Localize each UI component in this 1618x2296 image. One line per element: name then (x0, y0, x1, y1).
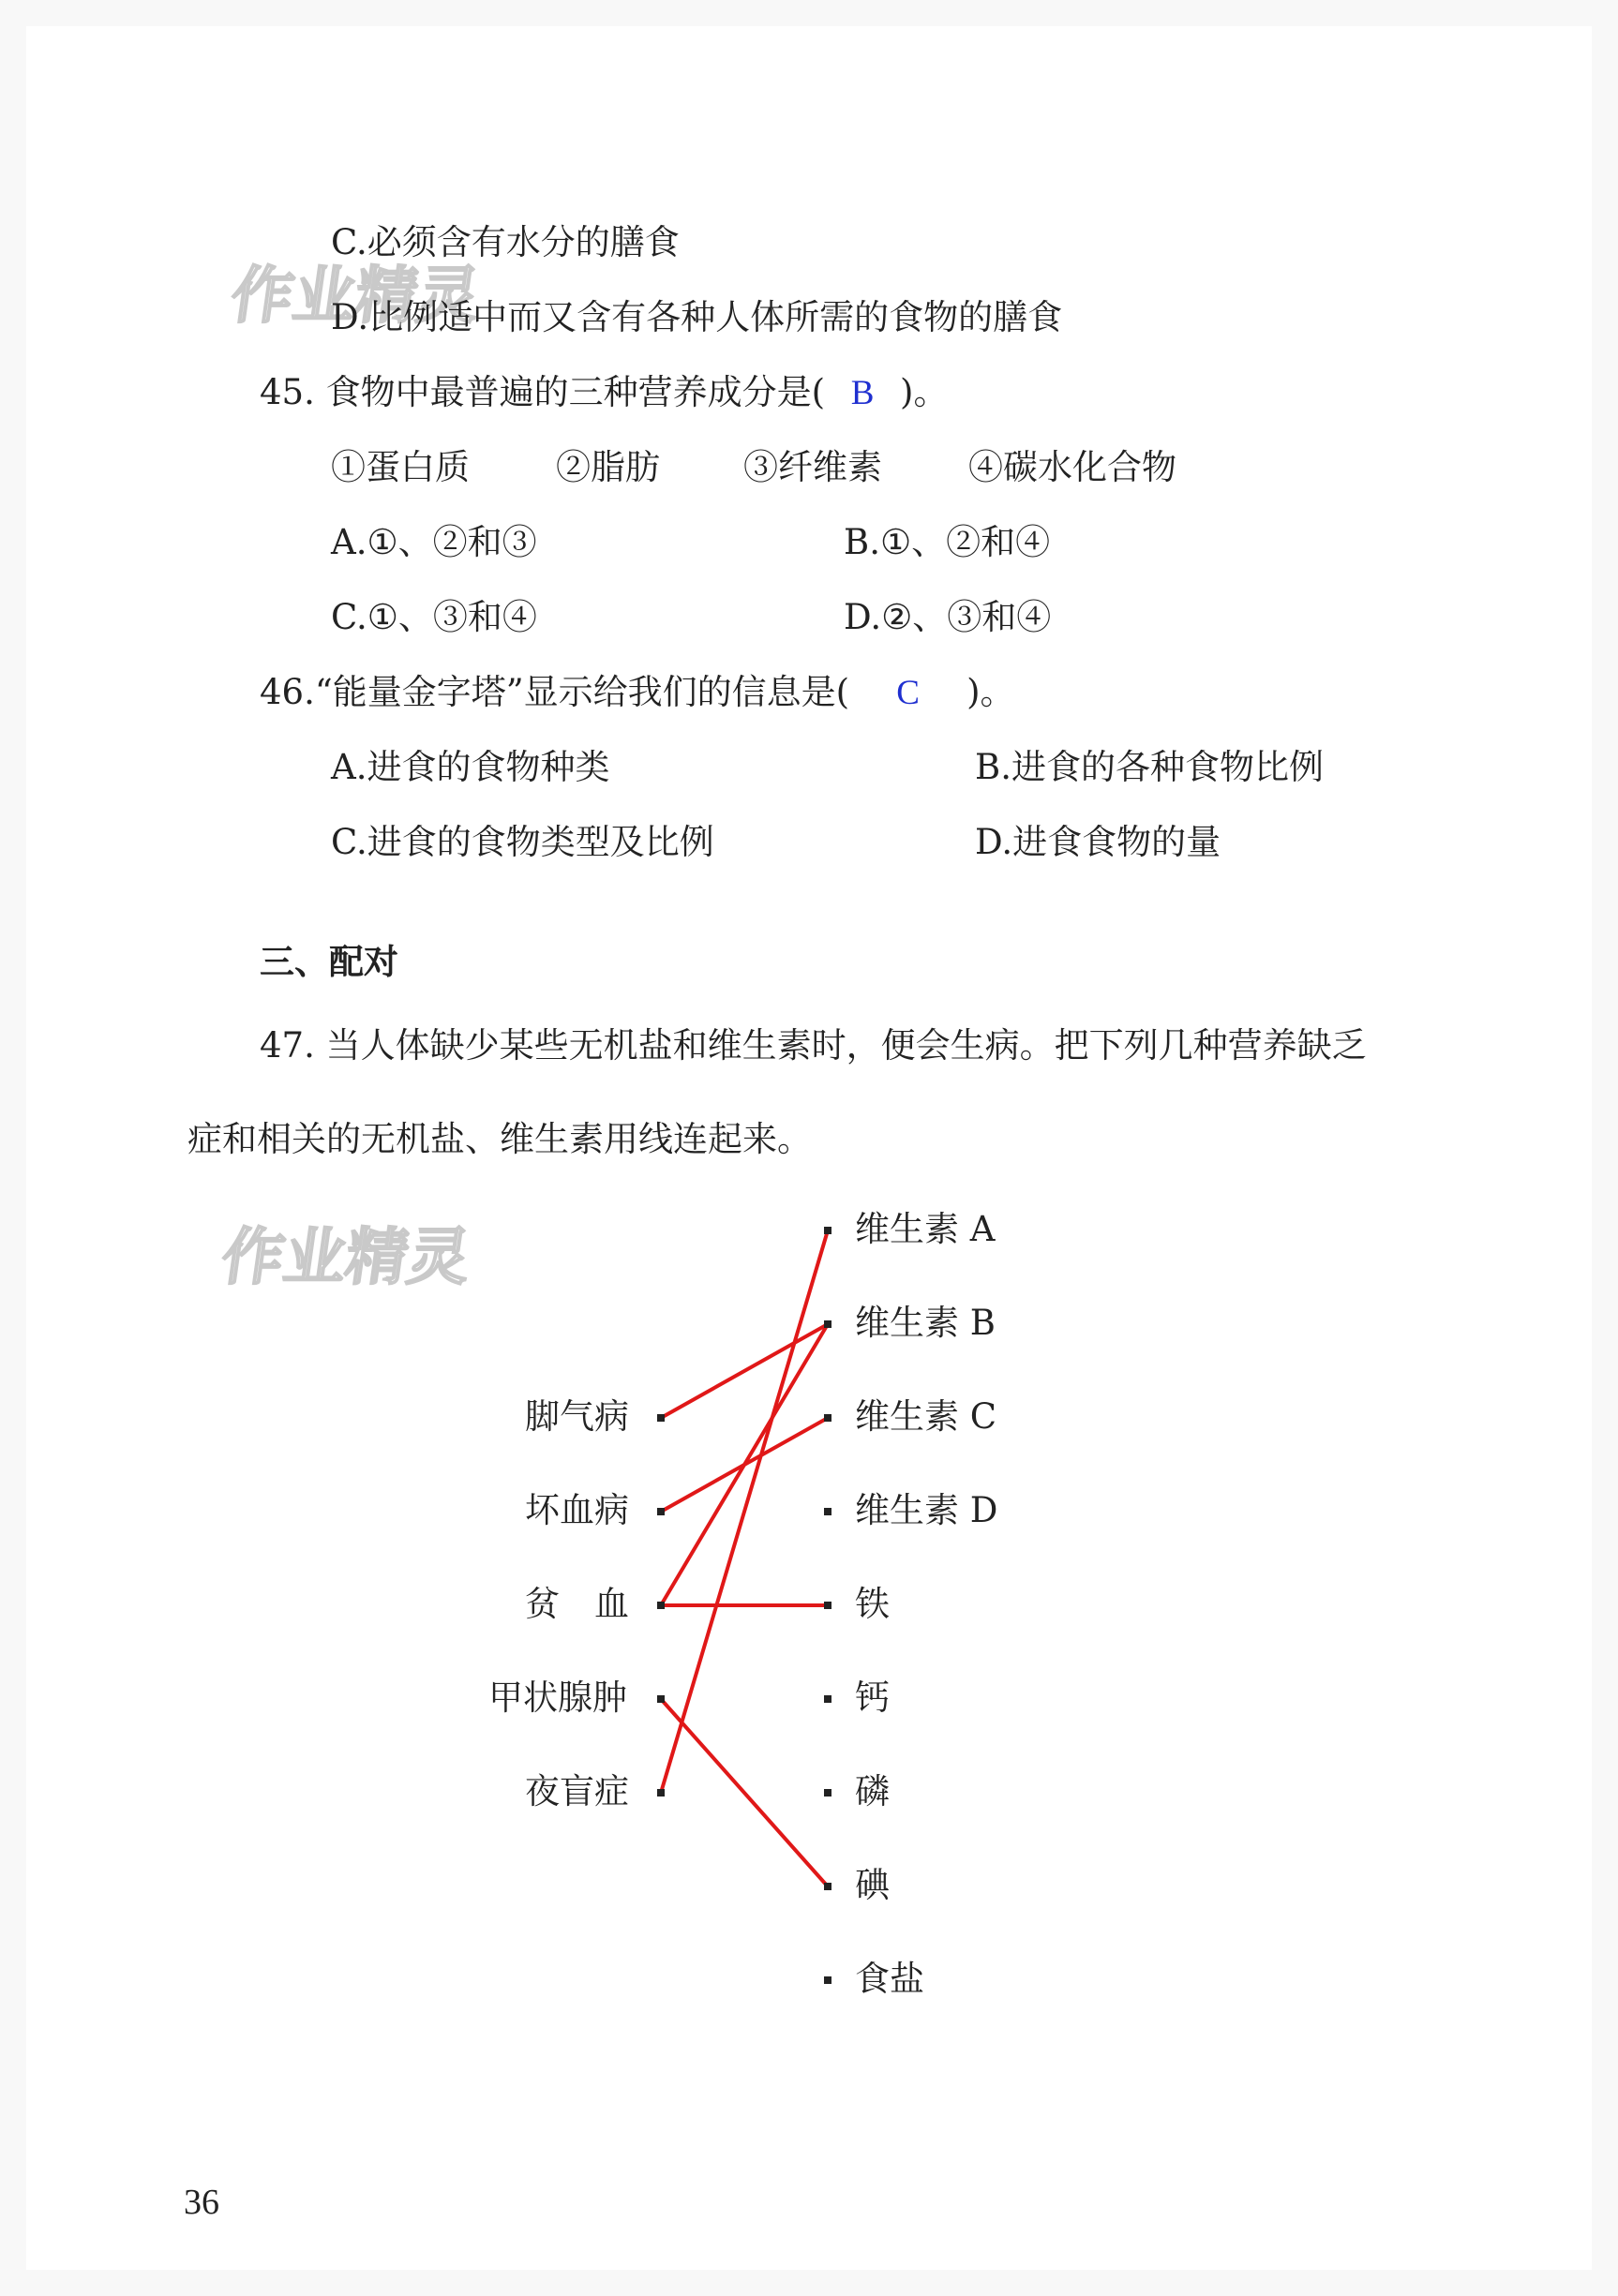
q45-item-3: ③纤维素 (743, 447, 882, 487)
q47-stem-line1: 47. 当人体缺少某些无机盐和维生素时，便会生病。把下列几种营养缺乏 (260, 1025, 1367, 1066)
q46-answer: C (896, 674, 920, 712)
q45-item-4: ④碳水化合物 (968, 447, 1176, 487)
right-item-1: 维生素 B (855, 1303, 996, 1343)
q45-stem-text: 45. 食物中最普遍的三种营养成分是( (260, 372, 826, 412)
page-number: 36 (184, 2183, 219, 2222)
right-dot-5 (824, 1695, 831, 1703)
q46-option-c: C.进食的食物类型及比例 (331, 822, 714, 862)
right-dot-1 (824, 1320, 831, 1328)
connection-line-4 (661, 1699, 828, 1886)
left-dot-2 (657, 1602, 665, 1609)
left-item-0: 脚气病 (525, 1396, 629, 1437)
q46-option-a: A.进食的食物种类 (331, 747, 610, 787)
right-item-8: 食盐 (855, 1959, 924, 1999)
right-item-4: 铁 (855, 1584, 890, 1624)
q45-option-b: B.①、②和④ (844, 522, 1051, 562)
q46-stem-text: 46.“能量金字塔”显示给我们的信息是( (260, 672, 850, 712)
q45-item-2: ②脂肪 (556, 447, 660, 487)
right-item-2: 维生素 C (855, 1396, 997, 1437)
left-item-3: 甲状腺肿 (488, 1677, 627, 1718)
right-dot-6 (824, 1789, 831, 1797)
right-item-6: 磷 (855, 1771, 890, 1811)
q45-answer: B (850, 374, 875, 412)
left-dot-4 (657, 1789, 665, 1797)
right-dot-3 (824, 1508, 831, 1515)
q44-option-c: C.必须含有水分的膳食 (331, 222, 680, 262)
left-item-1: 坏血病 (525, 1490, 629, 1530)
right-dot-0 (824, 1227, 831, 1234)
q44-option-d: D.比例适中而又含有各种人体所需的食物的膳食 (331, 297, 1063, 337)
q45-item-1: ①蛋白质 (331, 447, 470, 487)
right-item-3: 维生素 D (855, 1490, 998, 1530)
q46-option-b: B.进食的各种食物比例 (975, 747, 1324, 787)
left-item-2: 贫 血 (525, 1584, 629, 1624)
q46-stem-end: )。 (966, 672, 1015, 712)
right-dot-4 (824, 1602, 831, 1609)
connection-line-0 (661, 1324, 828, 1418)
connection-line-5 (661, 1230, 828, 1793)
q45-stem-end: )。 (900, 372, 949, 412)
right-dot-2 (824, 1414, 831, 1422)
q45-option-a: A.①、②和③ (331, 522, 537, 562)
left-dot-0 (657, 1414, 665, 1422)
q46-option-d: D.进食食物的量 (975, 822, 1221, 862)
q45-option-d: D.②、③和④ (844, 597, 1052, 637)
right-dot-7 (824, 1883, 831, 1890)
right-item-0: 维生素 A (855, 1209, 996, 1249)
watermark-top: 作业精灵 (226, 260, 485, 332)
connection-line-3 (661, 1324, 828, 1605)
q45-option-c: C.①、③和④ (331, 597, 537, 637)
left-item-4: 夜盲症 (525, 1771, 629, 1811)
q47-stem-line2: 症和相关的无机盐、维生素用线连起来。 (187, 1119, 812, 1159)
right-item-7: 碘 (855, 1865, 890, 1905)
right-item-5: 钙 (855, 1677, 890, 1718)
left-dot-3 (657, 1695, 665, 1703)
right-dot-8 (824, 1976, 831, 1984)
watermark-middle: 作业精灵 (217, 1221, 475, 1293)
left-dot-1 (657, 1508, 665, 1515)
section-title: 三、配对 (260, 942, 398, 982)
